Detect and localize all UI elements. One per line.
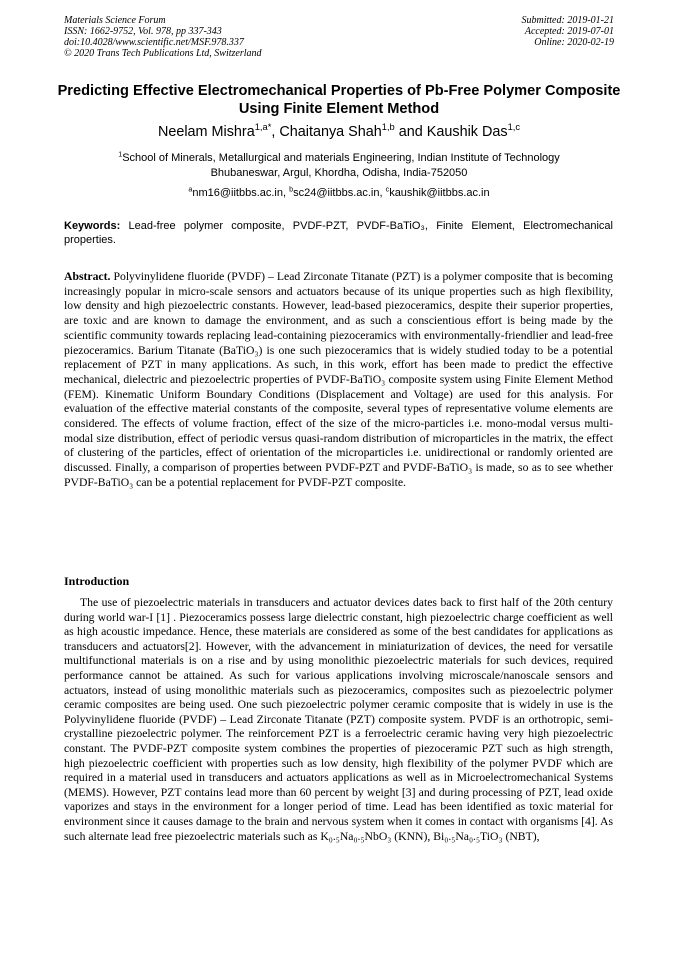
journal-doi: doi:10.4028/www.scientific.net/MSF.978.337	[64, 37, 244, 48]
keywords-section	[64, 219, 613, 247]
journal-issn: ISSN: 1662-9752, Vol. 978, pp 337-343	[64, 26, 222, 37]
journal-info	[64, 15, 262, 59]
introduction-paragraph: The use of piezoelectric materials in transducers and actuator devices dates back to first half of the 20th century during world war-I [1] . Piezoceramics possess large dielectric constant, high piezoelectric charge coefficient as well as high acoustic impedance. Hence, these materials are considered as some of the best candidates for applications as transducers and actuators[2]. However, with the advancement in miniaturization of devices, the need for versatile multifunctional materials is on a rise and by using monolithic piezoelectric materials for such devices, required performance cannot be attained. As such for various applications involving microscale/nanoscale sensors and actuators, instead of using monolithic materials such as piezoceramics, composites such as piezoelectric polymer ceramic composites are being used. One such piezoelectric polymer ceramic composite that is widely in use is the Polyvinylidene fluoride (PVDF) – Lead Zirconate Titanate (PZT) composite system. PVDF is an orthotropic, semi-crystalline piezoelectric polymer. The reinforcement PZT is a ferroelectric ceramic having very high piezoelectric constant. The PVDF-PZT composite system combines the properties of piezoceramic PZT such as high strength, high piezoelectric coefficient with properties such as low density, high flexibility of the polymer PVDF which are required in a material used in transducers and actuators applications as well as in Microelectromechanical Systems (MEMS). However, PZT contains lead more than 60 percent by weight [3] and during processing of PZT, lead oxide vaporizes and stays in the environment for a longer period of time. Lead has been identified as toxic material for environment since it causes damage to the brain and nervous system when it comes in contact with organisms [4]. As such alternate lead free piezoelectric materials such as K₀.₅Na₀.₅NbO₃ (KNN), Bi₀.₅Na₀.₅TiO₃ (NBT),	[64, 596, 613, 843]
journal-name: Materials Science Forum	[64, 15, 166, 26]
keywords-label: Keywords:	[64, 220, 121, 232]
email-list: $^a$nm16@iitbbs.ac.in, $^b$sc24@iitbbs.ac.in, $^c$kaushik@iitbbs.ac.in	[188, 185, 490, 199]
abstract-label: Abstract.	[64, 270, 111, 283]
affiliation-superscript: 1	[118, 150, 123, 159]
accepted-date: Accepted: 2019-07-01	[524, 26, 614, 37]
author-name: Chaitanya Shah	[279, 124, 382, 140]
author-name: Neelam Mishra	[157, 124, 255, 140]
submitted-date: Submitted: 2019-01-21	[521, 15, 614, 26]
section-heading-introduction: Introduction	[64, 574, 130, 588]
publication-dates	[522, 15, 615, 48]
email-address[interactable]: sc24@iitbbs.ac.in	[293, 187, 380, 199]
author-superscript: 1,a*	[254, 122, 272, 133]
email-address[interactable]: kaushik@iitbbs.ac.in	[389, 187, 490, 199]
abstract-section	[64, 270, 613, 491]
affiliation-line: Bhubaneswar, Argul, Khordha, Odisha, India-752050	[210, 167, 468, 179]
affiliation	[40, 151, 638, 181]
author-superscript: 1,c	[507, 122, 521, 133]
author-superscript: 1,b	[381, 122, 395, 133]
keywords-text: Lead-free polymer composite, PVDF-PZT, PVDF-BaTiO₃, Finite Element, Electromechanical properties.	[64, 220, 613, 246]
paper-title: Predicting Effective Electromechanical Properties of Pb-Free Polymer Composite Using Finite Element Method	[57, 83, 621, 117]
author-separator: and	[394, 124, 427, 140]
author-name: Kaushik Das	[426, 124, 508, 140]
abstract-text: Polyvinylidene fluoride (PVDF) – Lead Zirconate Titanate (PZT) is a polymer composite that is becoming increasingly popular in micro-scale sensors and actuators because of its unique properties such as high flexibility, low density and high piezoelectric constants. However, lead-based piezoceramics, despite their superior properties, are toxic and are known to damage the environment, and as such a conscientious effort is being made by the scientific community towards replacing lead-containing piezoceramics with environmentally-friendlier and lead-free piezoceramics. Barium Titanate (BaTiO₃) is one such piezoceramics that is widely studied today to be a potential replacement of PZT in many applications. As such, in this work, effort has been made to predict the effective mechanical, dielectric and piezoelectric properties of PVDF-BaTiO₃ composite system using Finite Element Method (FEM). Kinematic Uniform Boundary Conditions (Displacement and Voltage) are used for this analysis. For evaluation of the effective material constants of the composite, several types of representative volume elements are considered. The effects of volume fraction, effect of the size of the micro-particles i.e. mono-modal versus multi-modal size distribution, effect of periodic versus quasi-random distribution of microparticles in the matrix, the effect of clustering of the particles, effect of orientation of the microparticles i.e. unidirectional or randomly oriented are discussed. Finally, a comparison of properties between PVDF-PZT and PVDF-BaTiO₃ is made, so as to see whether PVDF-BaTiO₃ can be a potential replacement for PVDF-PZT composite.	[64, 270, 613, 489]
online-date: Online: 2020-02-19	[534, 37, 614, 48]
author-separator: ,	[271, 124, 280, 140]
journal-copyright: © 2020 Trans Tech Publications Ltd, Switzerland	[64, 48, 262, 59]
author-list	[40, 123, 638, 141]
affiliation-line: $^1$School of Minerals, Metallurgical and materials Engineering, Indian Institute of Technology	[118, 150, 560, 164]
email-address[interactable]: nm16@iitbbs.ac.in	[192, 187, 283, 199]
